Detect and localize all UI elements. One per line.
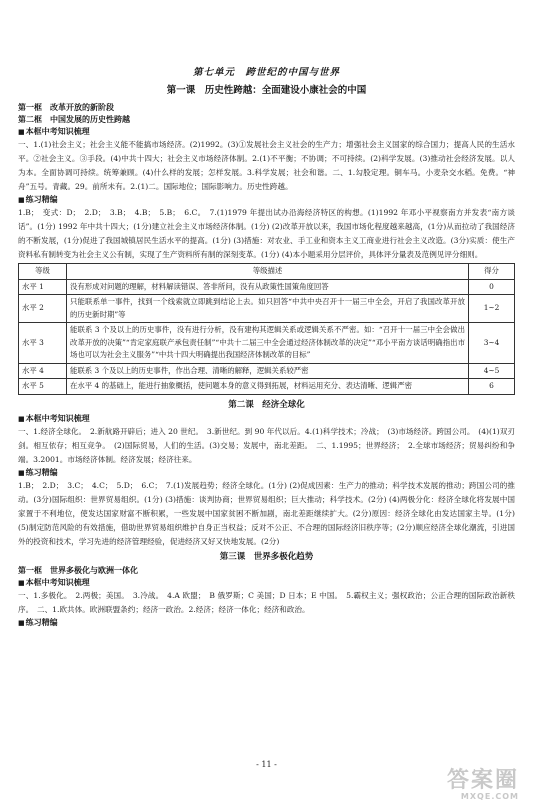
table-cell-level: 水平 4 xyxy=(19,363,67,379)
lesson-3-knowledge-text: 一、1.多极化。 2.两极；美国。 3.冷战。 4.A 欧盟； B 俄罗斯；C 美国；D 日本；E 中国。 5.霸权主义；强权政治；公正合理的国际政治新秩序。 二、1.欧共体。欧洲联盟条约；经济一政治。2.经济；经济一体化；经济和政治。 xyxy=(18,590,515,614)
table-cell-description: 能联系 3 个及以上的历史事件，作出合理、清晰的解释，逻辑关系较严密 xyxy=(67,363,469,379)
lesson-1-practice-text: 1.B； 变式：D； 2.D； 3.B； 4.B； 5.B； 6.C。 7.(1)1979 年提出试办沿海经济特区的构想。(1)1992 年邓小平视察南方并发表“南方谈话”。(1分) 1992 年中共十四大；(1分)建立社会主义市场经济体制。(1分) (2)改革开放以来，我国市场化程度越来越高，(1分)从而拉动了我国经济的不断发展，(1分)促进了我国城镇居民生活水平的提高。(1分) (3)措施：对农业、手工业和资本主义工商业进行社会主义改造。(3分)实质：使生产资料私有制转变为社会主义公有制，实现了生产资料所有制的深刻变革。(1分) (4)本小题采用分层评价，具体评分量表及范例见评分细则。 xyxy=(18,208,515,259)
table-row xyxy=(19,295,515,323)
scoring-rubric-table xyxy=(18,263,515,395)
table-header-description: 等级描述 xyxy=(67,264,469,280)
table-cell-description: 能联系 3 个及以上的历史事件，没有进行分析，没有建构其逻辑关系或逻辑关系不严密。如：“召开十一届三中全会做出改革开放的决策”“肯定家庭联产承包责任制”“中共十二届三中全会通过经济体制改革的决定”“邓小平南方谈话明确指出市场也可以为社会主义服务”“中共十四大明确提出我国经济体制改革的目标” xyxy=(67,323,469,364)
table-row xyxy=(19,379,515,395)
table-cell-score: 4~5 xyxy=(469,363,515,379)
table-row xyxy=(19,323,515,364)
table-cell-description: 只能联系单一事件，找到一个线索就立即跳到结论上去。如只回答“中共中央召开十一届三中全会，开启了我国改革开放的历史新时期”等 xyxy=(67,295,469,323)
practice-heading: ■ 练习精编 xyxy=(18,194,515,206)
watermark-logo xyxy=(447,770,519,800)
table-cell-level: 水平 2 xyxy=(19,295,67,323)
table-cell-level: 水平 1 xyxy=(19,279,67,295)
practice-heading: ■ 练习精编 xyxy=(18,467,515,479)
watermark-url: MXQE.COM xyxy=(460,792,519,800)
lesson-2-knowledge-text: 一、1.经济全球化。 2.新航路开辟后；进入 20 世纪。 3.新世纪。到 90 年代以后。4.(1)科学技术；冷战； (3)市场经济。跨国公司。 (4)(1)双刃剑。相互依存；相互竞争。 (2)国际贸易，人们的生活。(3)交易；发展中，南北差距。 二、1.1995；世界经济； 2.全球市场经济；贸易纠纷和争端。3.2001。市场经济体制。经济发展；经济往来。 xyxy=(18,426,515,464)
knowledge-heading: ■ 本框中考知识梳理 xyxy=(18,126,515,138)
table-cell-score: 3~4 xyxy=(469,323,515,364)
table-cell-score: 0 xyxy=(469,279,515,295)
table-cell-level: 水平 3 xyxy=(19,323,67,364)
watermark-main: 答案圈 xyxy=(446,768,519,793)
lesson-2-practice-text: 1.B； 2.D； 3.C； 4.C； 5.D； 6.C； 7.(1)发展趋势；经济全球化。(1分) (2)促成因素：生产力的推动；科学技术发展的推动；跨国公司的推动。(3分)国际组织：世界贸易组织。(1分) (3)措施：谈判协商；世界贸易组织；巨大推动；科学技术。(2分) (4)两极分化：经济全球化将发展中国家置于不利地位，使发达国家财富不断积累，一些发展中国家贫困不断加剧，南北差距继续扩大。(2分)原因：经济全球化由发达国家主导。(1分) (5)制定防范风险的有效措施，借助世界贸易组织维护自身正当权益；反对不公正、不合理的国际经济旧秩序等；(2分)顺应经济全球化潮流，引进国外的投资和技术，学习先进的经济管理经验，促进经济又好又快地发展。(2分) xyxy=(18,480,515,546)
unit-title: 第七单元 跨世纪的中国与世界 xyxy=(192,67,340,78)
table-header-row xyxy=(19,264,515,280)
table-row xyxy=(19,363,515,379)
table-header-level: 等级 xyxy=(19,264,67,280)
table-row xyxy=(19,279,515,295)
table-cell-level: 水平 5 xyxy=(19,379,67,395)
page-number: - 11 - xyxy=(256,760,277,769)
table-cell-score: 6 xyxy=(469,379,515,395)
frame-1-heading: 第一框 世界多极化与欧洲一体化 xyxy=(18,565,138,575)
table-cell-score: 1~2 xyxy=(469,295,515,323)
practice-heading: ■ 练习精编 xyxy=(18,617,515,629)
lesson-3-title: 第三课 世界多极化趋势 xyxy=(219,551,314,562)
frame-1-heading: 第一框 改革开放的新阶段 xyxy=(18,103,114,112)
table-header-score: 得分 xyxy=(469,264,515,280)
knowledge-heading: ■ 本框中考知识梳理 xyxy=(18,577,515,589)
knowledge-heading: ■ 本框中考知识梳理 xyxy=(18,413,515,425)
table-cell-description: 在水平 4 的基础上，能进行抽象概括，使问题本身的意义得到拓展，材料运用充分、表达清晰、逻辑严密 xyxy=(67,379,469,395)
frame-2-heading: 第二框 中国发展的历史性跨越 xyxy=(18,115,130,124)
table-cell-description: 没有形成对问题的理解，材料解读错误、答非所问，没有从政策性国策角度回答 xyxy=(67,279,469,295)
lesson-1-title: 第一课 历史性跨越：全面建设小康社会的中国 xyxy=(166,85,367,96)
lesson-1-knowledge-text: 一、1.(1)社会主义；社会主义能不能搞市场经济。(2)1992。(3)①发展社会主义社会的生产力；增强社会主义国家的综合国力；提高人民的生活水平。②社会主义。③手段。(4)中共十四大；社会主义市场经济体制。2.(1)不平衡；不协调；不可持续。(2)科学发展。(3)推动社会经济发展。以人为本。全面协调可持续。统筹兼顾。(4)什么样的发展；怎样发展。3.科学发展；社会和谐。二、1.勾股定理。铜车马。小麦杂交水稻。免费。“神舟”五号。青藏。29。前所未有。2.(1)二。国际地位；国际影响力。历史性跨越。 xyxy=(18,140,515,191)
lesson-2-title: 第二课 经济全球化 xyxy=(228,399,305,410)
